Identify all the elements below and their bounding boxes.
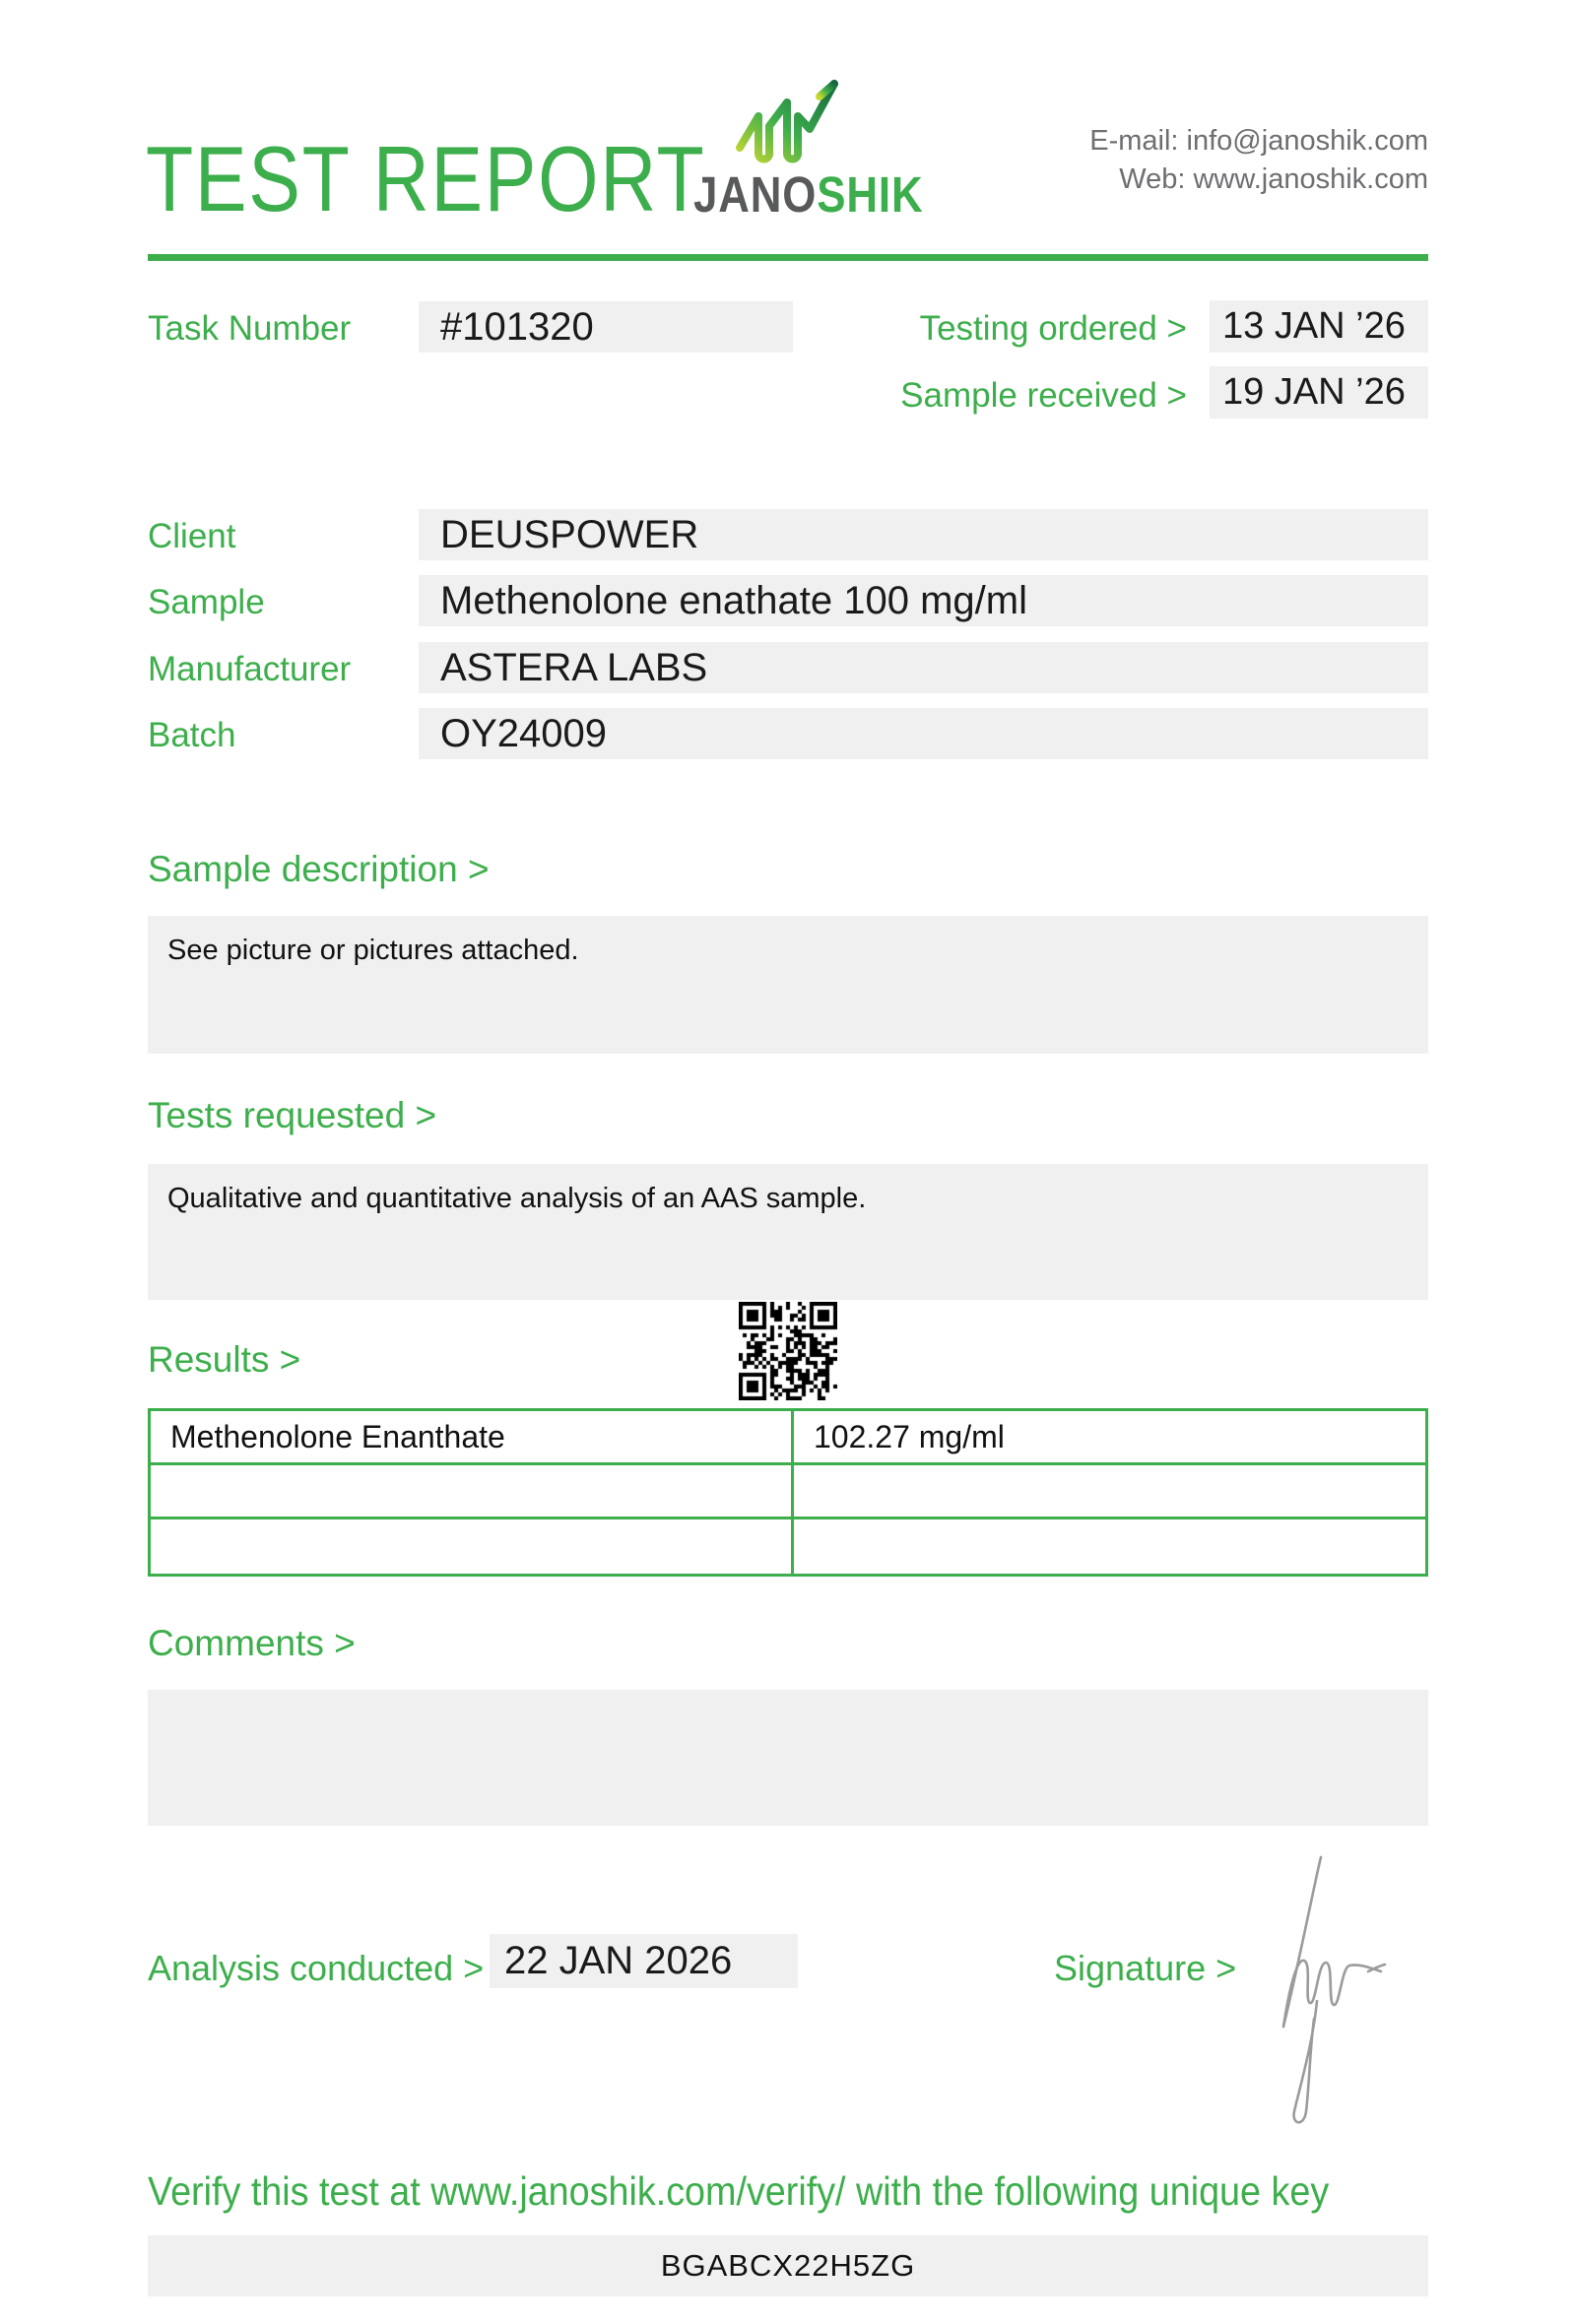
manufacturer-value: ASTERA LABS xyxy=(419,642,1428,693)
logo-text-primary: JANO xyxy=(692,166,818,223)
task-number-value: #101320 xyxy=(419,301,793,353)
client-value: DEUSPOWER xyxy=(419,509,1428,560)
results-heading: Results > xyxy=(148,1339,301,1380)
logo-wordmark xyxy=(692,165,924,224)
logo-text-secondary: SHIK xyxy=(817,166,924,223)
result-name-cell xyxy=(151,1465,794,1519)
comments-heading: Comments > xyxy=(148,1623,356,1663)
result-value-cell xyxy=(794,1465,1425,1519)
tests-requested-heading: Tests requested > xyxy=(148,1095,437,1135)
contact-web: Web: www.janoshik.com xyxy=(1119,163,1428,195)
qr-code xyxy=(739,1302,837,1400)
analysis-conducted-label: Analysis conducted > xyxy=(148,1948,485,1988)
sample-description-heading: Sample description > xyxy=(148,849,490,889)
sample-received-label: Sample received > xyxy=(900,376,1187,415)
batch-label: Batch xyxy=(148,716,236,754)
signature-label: Signature > xyxy=(1054,1948,1237,1988)
contact-email: E-mail: info@janoshik.com xyxy=(1089,125,1428,157)
result-value-cell xyxy=(794,1519,1425,1574)
contact-block xyxy=(1089,122,1428,199)
handwritten-signature xyxy=(1266,1853,1409,2141)
result-value-cell: 102.27 mg/ml xyxy=(794,1411,1425,1465)
header-divider xyxy=(148,254,1428,261)
client-label: Client xyxy=(148,517,236,555)
tests-requested-box xyxy=(148,1164,1428,1300)
trend-chart-icon xyxy=(733,75,847,165)
testing-ordered-label: Testing ordered > xyxy=(919,309,1187,348)
analysis-date: 22 JAN 2026 xyxy=(490,1934,798,1988)
comments-box xyxy=(148,1690,1428,1826)
result-name-cell: Methenolone Enanthate xyxy=(151,1411,794,1465)
manufacturer-label: Manufacturer xyxy=(148,650,352,688)
verify-heading: Verify this test at www.janoshik.com/verify/ with the following unique key xyxy=(148,2168,1330,2214)
batch-value: OY24009 xyxy=(419,708,1428,759)
sample-label: Sample xyxy=(148,583,265,621)
sample-description-box xyxy=(148,916,1428,1054)
sample-value: Methenolone enathate 100 mg/ml xyxy=(419,575,1428,626)
task-number-label: Task Number xyxy=(148,309,352,348)
sample-received-date: 19 JAN ’26 xyxy=(1210,366,1428,419)
janoshik-logo xyxy=(733,75,847,170)
tests-requested-text: Qualitative and quantitative analysis of an AAS sample. xyxy=(167,1183,867,1214)
result-name-cell xyxy=(151,1519,794,1574)
verify-key: BGABCX22H5ZG xyxy=(148,2235,1428,2296)
page-title: TEST REPORT xyxy=(146,127,706,230)
sample-description-text: See picture or pictures attached. xyxy=(167,935,579,966)
results-table xyxy=(148,1408,1428,1577)
testing-ordered-date: 13 JAN ’26 xyxy=(1210,300,1428,353)
